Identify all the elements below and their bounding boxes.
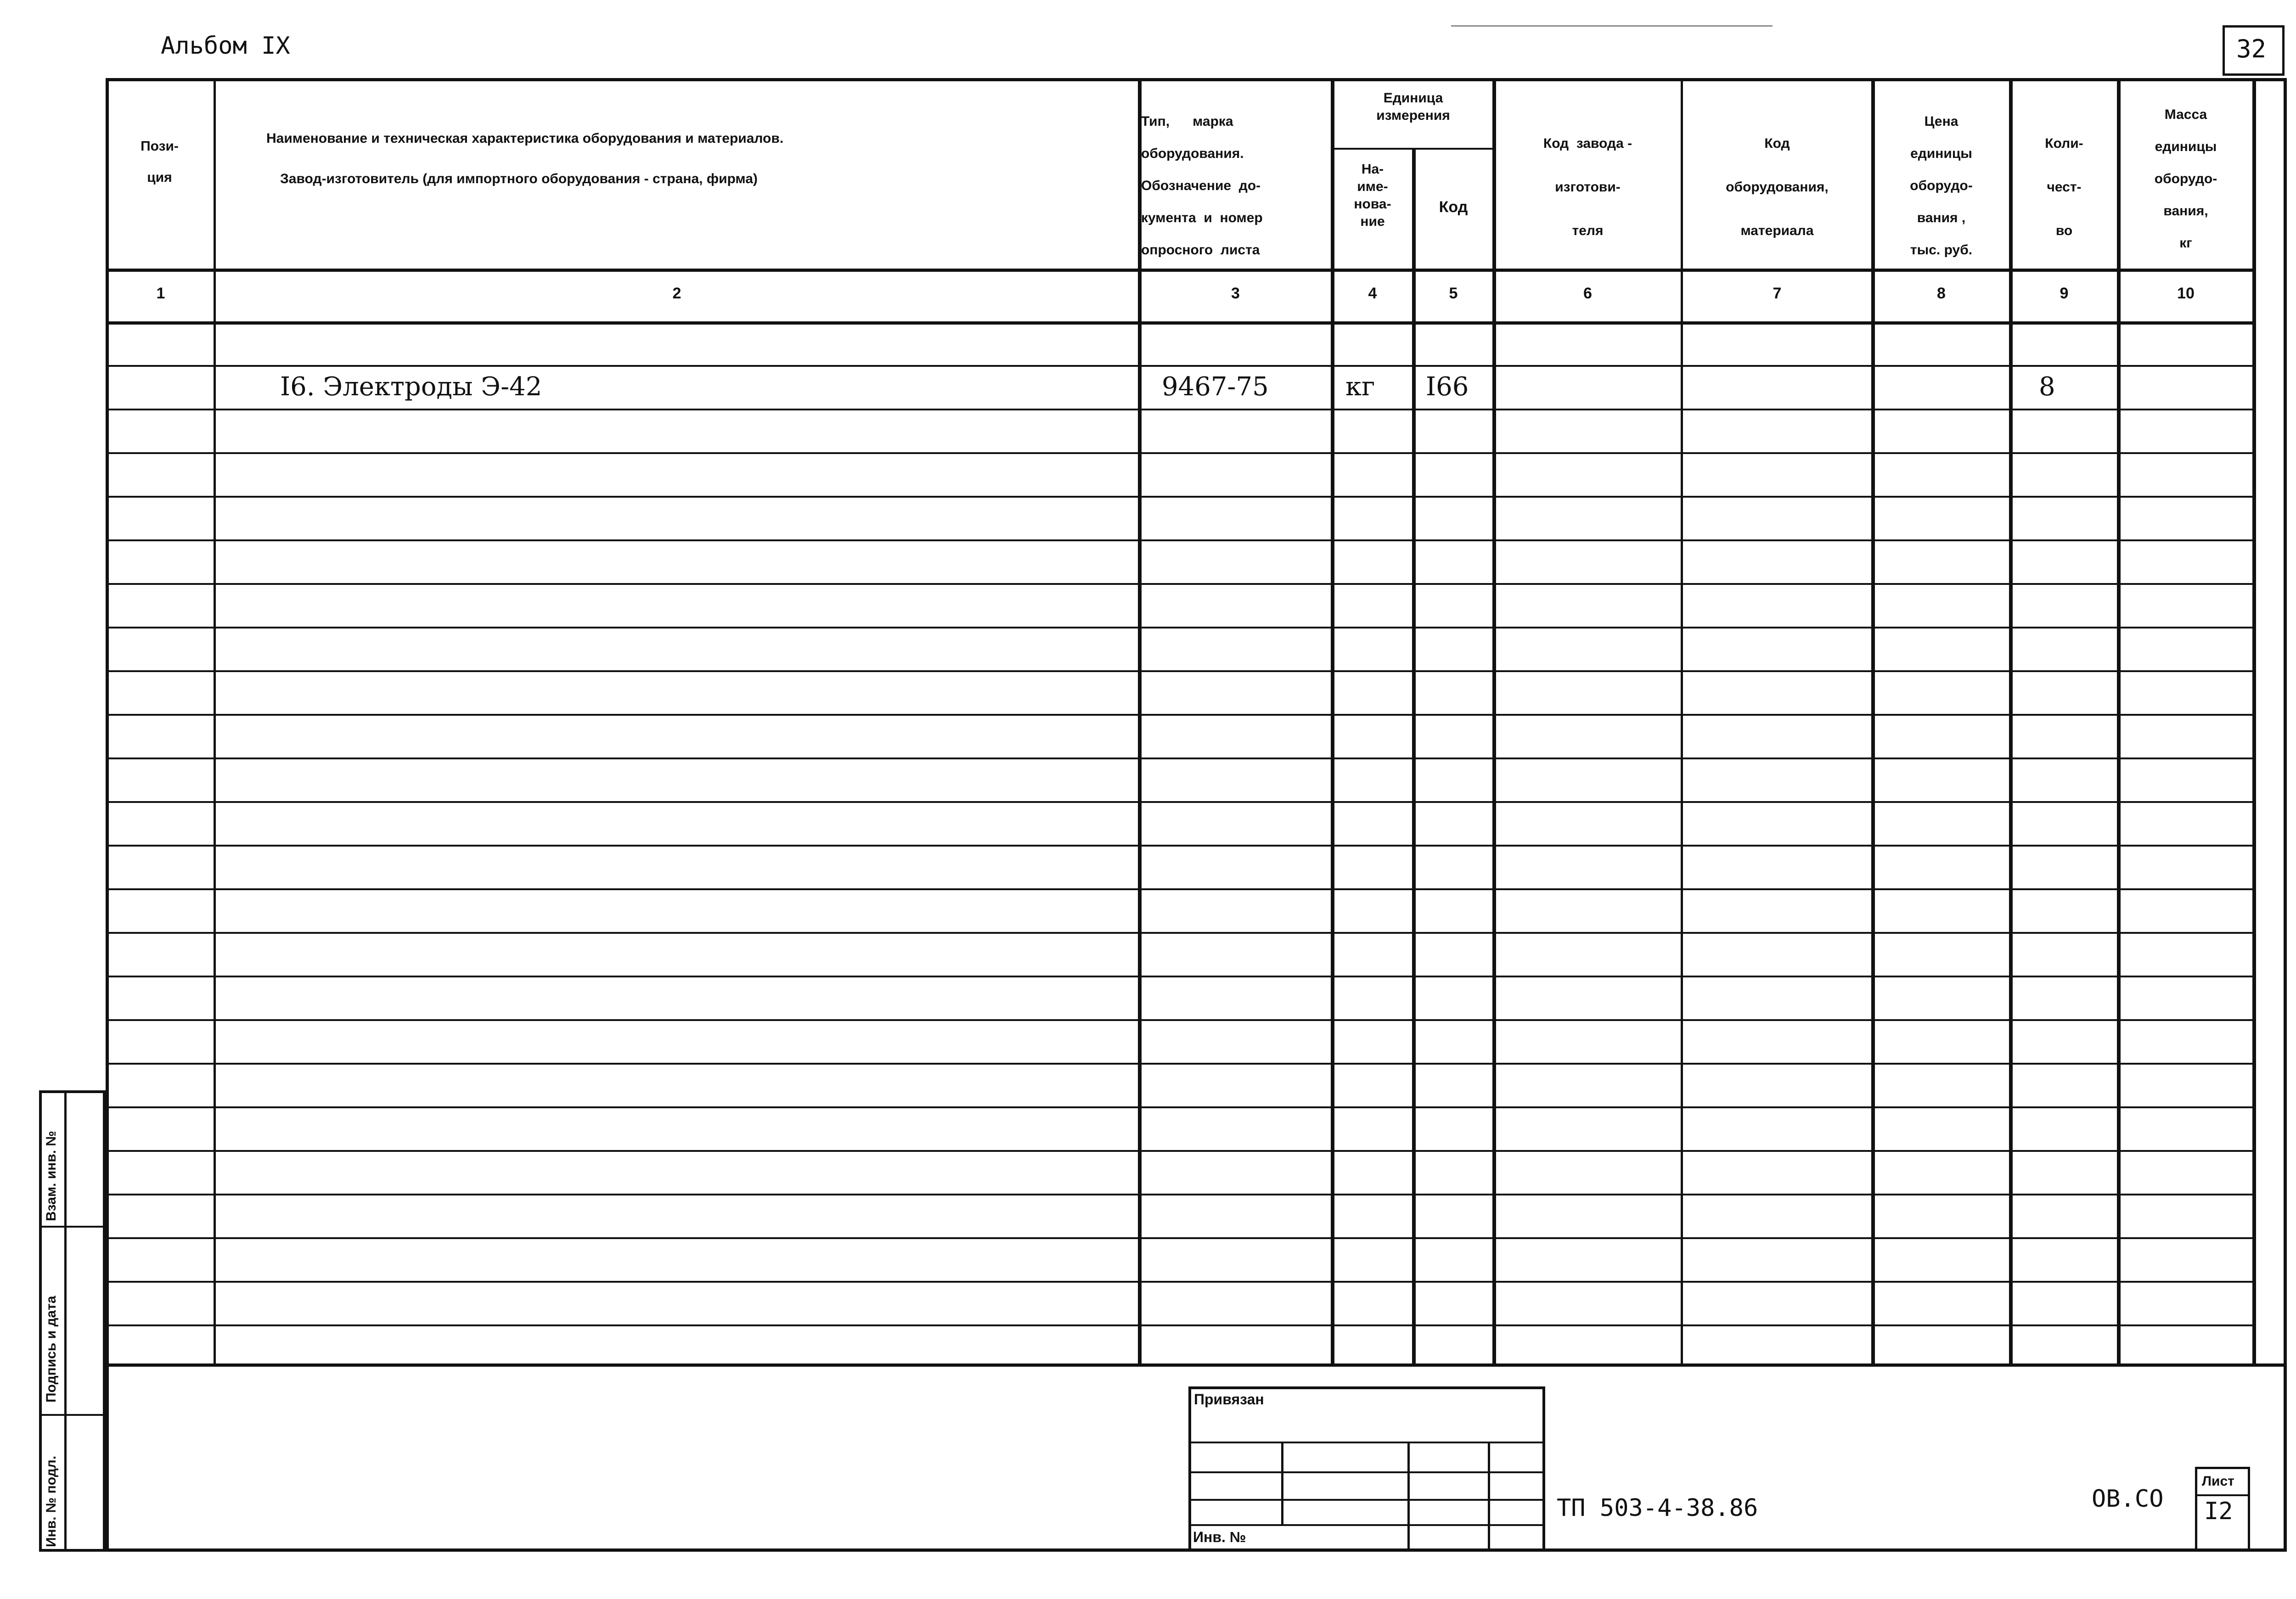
stamp-col-1 [1281,1442,1283,1524]
stamp-col-3 [1488,1442,1490,1552]
header-name: Наименование и техническая характеристика оборудования и материалов. Завод-изготовитель (для импортного оборудования - страна, фирма) [266,131,784,186]
col-line-8 [2009,78,2013,1367]
col-line-10 [2252,78,2256,1367]
side-stamp-divider [64,1090,67,1552]
col-number-5: 5 [1449,285,1458,302]
top-margin-mark [1451,25,1773,27]
stamp-col-2 [1407,1442,1410,1552]
col-number-9: 9 [2060,285,2069,302]
col-number-1: 1 [156,285,165,302]
header-unit-name: На- име- нова- ние [1354,162,1391,229]
col-line-9 [2117,78,2121,1367]
col-line-7 [1871,78,1875,1367]
row-quantity: 8 [2039,372,2055,402]
doc-code: ТП 503-4-38.86 [1557,1494,1758,1522]
sheet-value: I2 [2204,1498,2233,1525]
header-divider [106,269,2252,272]
header-quantity: Коли- чест- во [2045,136,2083,238]
row-name: I6. Электроды Э-42 [280,372,542,402]
col-line-1 [214,78,216,1367]
col-line-3 [1331,78,1334,1367]
col-number-10: 10 [2177,285,2195,302]
sheet-label: Лист [2202,1474,2234,1489]
side-label-inv-orig: Инв. № подл. [44,1455,59,1547]
stamp-line-2 [1188,1471,1545,1473]
row-unit-name: кг [1345,372,1375,402]
header-type-doc: Тип, марка оборудования. Обозначение до- кумента и номер опросного листа [1141,114,1263,258]
col-number-6: 6 [1583,285,1592,302]
col-line-6 [1681,78,1683,1367]
stamp-line-3 [1188,1499,1545,1501]
col-line-5 [1492,78,1496,1367]
header-price: Цена единицы оборудо- вания , тыс. руб. [1910,114,1973,258]
row-type-doc: 9467-75 [1162,372,1269,402]
side-stamp-line-2 [39,1414,106,1416]
sheet-box-divider [2195,1494,2250,1496]
header-equip-code: Код оборудования, материала [1726,136,1829,238]
col-line-2 [1138,78,1142,1367]
header-unit-code: Код [1439,198,1468,216]
header-factory-code: Код завода - изготови- теля [1543,136,1632,238]
col-number-3: 3 [1231,285,1240,302]
number-row-divider [106,321,2252,325]
stamp-line-1 [1188,1442,1545,1443]
privyazan-label: Привязан [1194,1391,1264,1408]
col-number-4: 4 [1368,285,1377,302]
header-unit-group: Единица измерения [1376,90,1450,123]
side-label-sign-date: Подпись и дата [44,1296,59,1403]
row-unit-code: I66 [1426,372,1469,402]
page-number: 32 [2236,34,2267,63]
doc-mark: ОВ.СО [2092,1485,2164,1513]
col-number-7: 7 [1773,285,1782,302]
side-stamp-line-1 [39,1226,106,1228]
stamp-line-4 [1188,1524,1545,1526]
inv-no-label: Инв. № [1193,1529,1246,1545]
side-label-inv-replace: Взам. инв. № [44,1131,59,1221]
title-block-stamp [1188,1386,1545,1552]
header-mass: Масса единицы оборудо- вания, кг [2154,107,2217,251]
col-number-8: 8 [1937,285,1946,302]
col-number-2: 2 [672,285,681,302]
header-position: Пози- ция [141,139,179,185]
album-label: Альбом IX [161,32,290,60]
